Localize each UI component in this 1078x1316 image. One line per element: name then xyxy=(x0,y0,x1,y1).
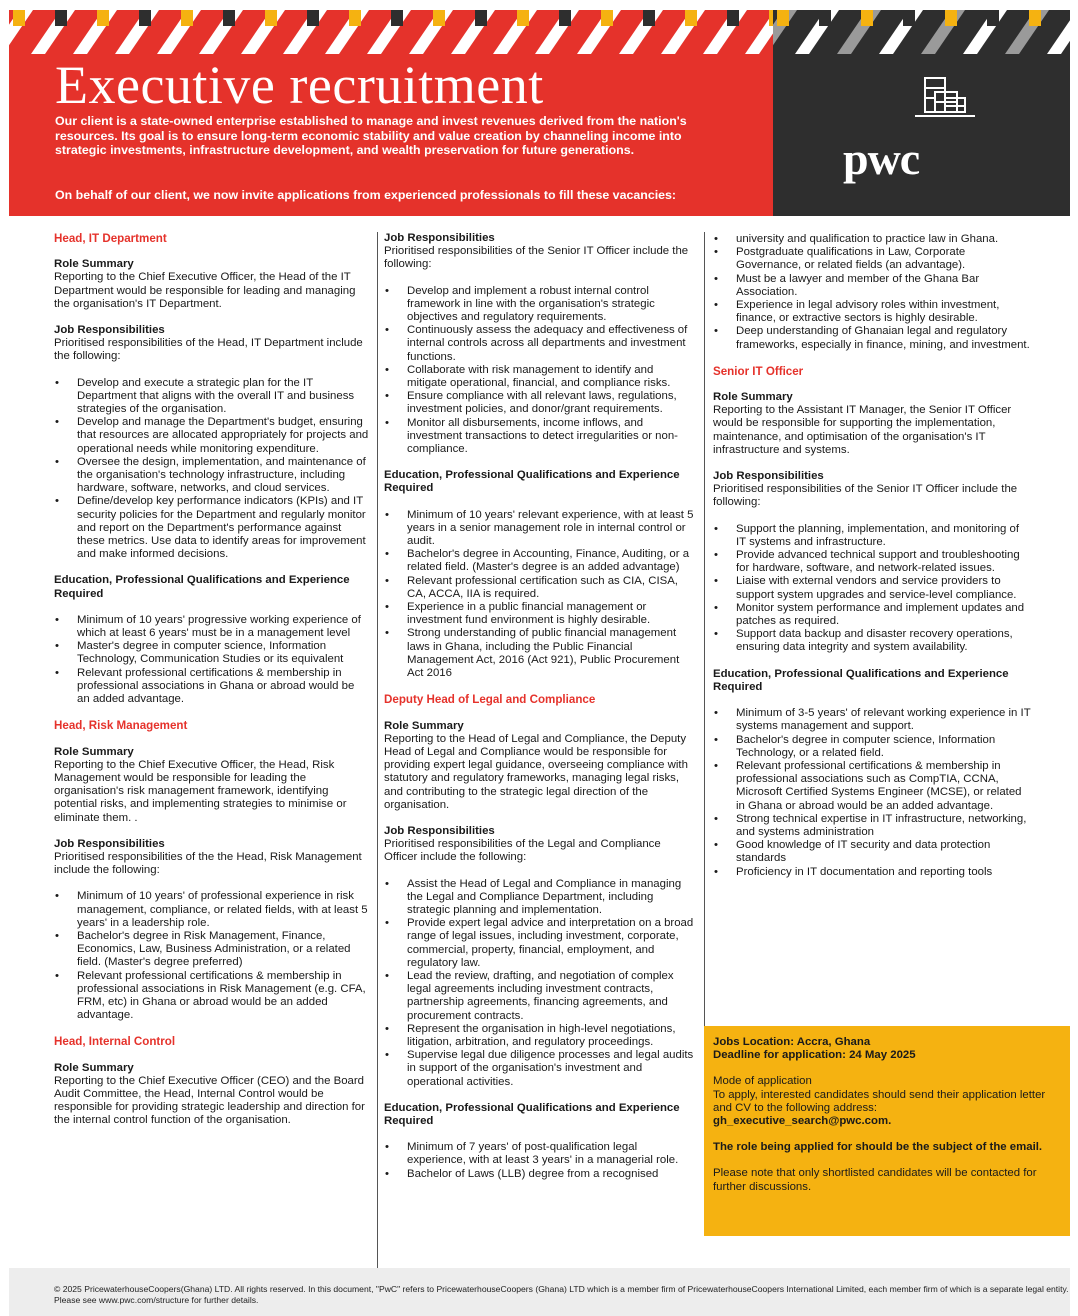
page-title: Executive recruitment xyxy=(55,55,544,115)
hero-stripes xyxy=(9,10,773,54)
shortlist-note: Please note that only shortlisted candidates will be contacted for further discussions. xyxy=(713,1167,1037,1193)
section-title-head-internal-control: Head, Internal Control xyxy=(54,1035,176,1049)
column-3 xyxy=(713,232,1031,892)
list-item: • Bachelor of Laws (LLB) degree from a recognised xyxy=(384,1168,696,1181)
stripe-block xyxy=(601,10,613,26)
list-item-continued xyxy=(713,233,1031,246)
list-item: • Deep understanding of Ghanaian legal and regulatory frameworks, especially in finance, mining, and investment. xyxy=(713,325,1031,351)
responsibilities-list xyxy=(384,878,696,1089)
stripe-block xyxy=(475,10,487,26)
stripe-block xyxy=(55,10,67,26)
section-title-deputy-legal: Deputy Head of Legal and Compliance xyxy=(384,693,596,707)
education-list-continued xyxy=(713,233,1031,352)
stripe-decoration xyxy=(31,10,75,54)
stripe-block xyxy=(517,10,529,26)
stripe-block xyxy=(349,10,361,26)
role-summary-text: Reporting to the Chief Executive Officer, the Head of the IT Department would be responsible for leading and managing the organisation's IT Department. xyxy=(54,271,356,310)
stripe-decoration xyxy=(577,10,621,54)
job-responsibilities-heading: Job Responsibilities xyxy=(713,470,824,483)
logo-panel xyxy=(773,10,1070,216)
stripe-decoration xyxy=(963,10,1007,54)
list-item: • Bachelor's degree in Risk Management, Finance, Economics, Law, Business Administration, or a related field. (Master's degree preferred) xyxy=(54,930,370,970)
list-item: • Experience in legal advisory roles within investment, finance, or extractive sectors is highly desirable. xyxy=(713,299,1031,325)
list-item: • Assist the Head of Legal and Compliance in managing the Legal and Compliance Department, including strategic planning and implementation. xyxy=(384,878,696,918)
list-item: • Minimum of 10 years' progressive working experience of which at least 6 years' must be in a management level xyxy=(54,614,370,640)
stripe-decoration xyxy=(703,10,747,54)
responsibilities-intro: Prioritised responsibilities of the Senior IT Officer include the following: xyxy=(713,483,1018,509)
list-item: • Experience in a public financial management or investment fund environment is highly desirable. xyxy=(384,601,696,627)
stripe-block xyxy=(685,10,697,26)
list-item: • Bachelor's degree in Accounting, Finance, Auditing, or a related field. (Master's degree is an added advantage) xyxy=(384,548,696,574)
stripe-block xyxy=(265,10,277,26)
list-item: • Provide expert legal advice and interpretation on a broad range of legal issues, including investment, corporate, commercial, property, financial, employment, and regulatory law. xyxy=(384,917,696,970)
stripe-block xyxy=(1029,10,1041,26)
stripe-block xyxy=(727,10,739,26)
hero-banner xyxy=(9,10,773,216)
list-item: • Support data backup and disaster recovery operations, ensuring data integrity and system availability. xyxy=(713,628,1031,654)
education-list xyxy=(384,1141,696,1181)
list-item: • Proficiency in IT documentation and reporting tools xyxy=(713,866,1031,879)
application-deadline: Deadline for application: 24 May 2025 xyxy=(713,1049,916,1062)
list-item: • Strong technical expertise in IT infrastructure, networking, and systems administration xyxy=(713,813,1031,839)
list-item: • Minimum of 7 years' of post-qualification legal experience, with at least 3 years' in a managerial role. xyxy=(384,1141,696,1167)
job-responsibilities-heading: Job Responsibilities xyxy=(54,837,165,850)
column-1 xyxy=(54,232,370,1141)
education-list xyxy=(384,509,696,681)
stripe-decoration xyxy=(115,10,159,54)
stripe-block xyxy=(903,10,915,26)
list-item: • Master's degree in computer science, Information Technology, Communication Studies or its equivalent xyxy=(54,640,370,666)
education-heading: Education, Professional Qualifications and Experience Required xyxy=(713,667,1009,693)
pwc-logo xyxy=(843,70,983,184)
responsibilities-list xyxy=(713,523,1031,655)
pwc-building-icon xyxy=(843,70,983,134)
stripe-block xyxy=(777,10,789,26)
stripe-block xyxy=(987,10,999,26)
stripe-decoration xyxy=(745,10,773,54)
column-divider xyxy=(377,232,378,1268)
mode-of-application-heading: Mode of application xyxy=(713,1075,812,1088)
stripe-decoration xyxy=(921,10,965,54)
responsibilities-list xyxy=(54,890,370,1022)
education-heading: Education, Professional Qualifications and Experience Required xyxy=(54,574,350,600)
stripe-decoration xyxy=(451,10,495,54)
list-item: • Bachelor's degree in computer science, Information Technology, or a related field. xyxy=(713,734,1031,760)
list-item: • Liaise with external vendors and service providers to support system upgrades and service-level compliance. xyxy=(713,575,1031,601)
job-responsibilities-heading: Job Responsibilities xyxy=(54,324,165,337)
list-item: • Represent the organisation in high-level negotiations, litigation, arbitration, and regulatory proceedings. xyxy=(384,1023,696,1049)
stripe-block xyxy=(139,10,151,26)
list-item: • Ensure compliance with all relevant laws, regulations, investment policies, and donor/grant requirements. xyxy=(384,390,696,416)
stripe-block xyxy=(181,10,193,26)
copyright-notice: © 2025 PricewaterhouseCoopers(Ghana) LTD. All rights reserved. In this document, "PwC" refers to PricewaterhouseCoopers (Ghana) LTD which is a member firm of PricewaterhouseCoopers International Limited, each member firm of which is a separate legal entity. Please see www.pwc.com/structure for further details. xyxy=(54,1284,1069,1305)
stripe-block xyxy=(945,10,957,26)
list-item: • Oversee the design, implementation, and maintenance of the organisation's technology infrastructure, including hardware, software, networks, and cloud services. xyxy=(54,456,370,496)
role-summary-heading: Role Summary xyxy=(54,258,134,271)
logo-panel-stripes xyxy=(773,10,1070,54)
stripe-decoration xyxy=(325,10,369,54)
role-summary-text: Reporting to the Chief Executive Officer (CEO) and the Board Audit Committee, the Head, Internal Control would be responsible for providing strategic leadership and direction for the internal control function of the organisation. xyxy=(54,1074,365,1127)
stripe-decoration xyxy=(661,10,705,54)
list-item: • Supervise legal due diligence processes and legal audits in support of the organisation's investment and operational activities. xyxy=(384,1049,696,1089)
responsibilities-list xyxy=(54,377,370,562)
role-summary-heading: Role Summary xyxy=(54,1061,134,1074)
list-item: • Must be a lawyer and member of the Ghana Bar Association. xyxy=(713,273,1031,299)
job-responsibilities-heading: Job Responsibilities xyxy=(384,232,495,244)
jobs-location: Jobs Location: Accra, Ghana xyxy=(713,1036,871,1048)
stripe-block xyxy=(861,10,873,26)
stripe-block xyxy=(97,10,109,26)
stripe-block xyxy=(643,10,655,26)
list-item: • Collaborate with risk management to identify and mitigate operational, financial, and compliance risks. xyxy=(384,364,696,390)
list-item: • Good knowledge of IT security and data protection standards xyxy=(713,839,1031,865)
stripe-block xyxy=(307,10,319,26)
list-item: • Relevant professional certifications & membership in professional associations in Ghana or abroad would be an added advantage. xyxy=(54,667,370,707)
stripe-decoration xyxy=(199,10,243,54)
application-info-box xyxy=(704,1026,1070,1236)
responsibilities-intro: Prioritised responsibilities of the the Head, Risk Management include the following: xyxy=(54,850,362,877)
column-2 xyxy=(384,232,696,1194)
list-item: • Relevant professional certifications & membership in professional associations such as CompTIA, CCNA, Microsoft Certified Systems Engineer (MCSE), or related in Ghana or abroad would be an added advantage. xyxy=(713,760,1031,813)
list-item: • Continuously assess the adequacy and effectiveness of internal controls across all departments and investment functions. xyxy=(384,324,696,364)
responsibilities-intro: Prioritised responsibilities of the Head, IT Department include the following: xyxy=(54,337,363,363)
list-item: • Provide advanced technical support and troubleshooting for hardware, software, and network-related issues. xyxy=(713,549,1031,575)
role-summary-heading: Role Summary xyxy=(713,391,793,404)
list-item: • Define/develop key performance indicators (KPIs) and IT security policies for the Department and regularly monitor and report on the Department's performance against these metrics. Use data to identify areas for improvement and make informed decisions. xyxy=(54,495,370,561)
education-heading: Education, Professional Qualifications and Experience Required xyxy=(384,1101,680,1127)
stripe-decoration xyxy=(283,10,327,54)
list-item: • Monitor all disbursements, income inflows, and investment transactions to detect irregularities or non-compliance. xyxy=(384,417,696,457)
stripe-decoration xyxy=(619,10,663,54)
subject-note: The role being applied for should be the subject of the email. xyxy=(713,1141,1043,1154)
list-item: • Minimum of 10 years' of professional experience in risk management, compliance, or related fields, with at least 5 years' in a leadership role. xyxy=(54,890,370,930)
role-summary-heading: Role Summary xyxy=(384,719,464,732)
job-responsibilities-heading: Job Responsibilities xyxy=(384,824,495,837)
list-item: • Relevant professional certification such as CIA, CISA, CA, ACCA, IIA is required. xyxy=(384,575,696,601)
role-summary-heading: Role Summary xyxy=(54,745,134,758)
stripe-decoration xyxy=(535,10,579,54)
list-item: • Minimum of 3-5 years' of relevant working experience in IT systems management and support. xyxy=(713,707,1031,733)
education-heading: Education, Professional Qualifications and Experience Required xyxy=(384,469,680,495)
list-item: • Minimum of 10 years' relevant experience, with at least 5 years in a senior management role in internal control or audit. xyxy=(384,509,696,549)
section-title-head-it: Head, IT Department xyxy=(54,232,167,245)
role-summary-text: Reporting to the Head of Legal and Compliance, the Deputy Head of Legal and Compliance would be responsible for providing expert legal guidance, overseeing compliance with statutory and regulatory frameworks, managing legal risks, and contributing to the strategic legal direction of the organisation. xyxy=(384,732,688,811)
footer-legal-text xyxy=(9,1268,1070,1316)
stripe-block xyxy=(433,10,445,26)
list-item: • Monitor system performance and implement updates and patches as required. xyxy=(713,602,1031,628)
stripe-decoration xyxy=(1005,10,1049,54)
stripe-decoration xyxy=(157,10,201,54)
stripe-block xyxy=(13,10,25,26)
education-list xyxy=(713,707,1031,879)
stripe-decoration xyxy=(837,10,881,54)
stripe-decoration xyxy=(241,10,285,54)
list-item: • Develop and execute a strategic plan for the IT Department that aligns with the overall IT and business strategies of the organisation. xyxy=(54,377,370,417)
responsibilities-intro: Prioritised responsibilities of the Legal and Compliance Officer include the following: xyxy=(384,838,661,864)
stripe-block xyxy=(819,10,831,26)
section-title-senior-it: Senior IT Officer xyxy=(713,364,804,378)
responsibilities-list xyxy=(384,285,696,457)
list-item: • Strong understanding of public financial management laws in Ghana, including the Public Financial Management Act, 2016 (Act 921), Public Procurement Act 2016 xyxy=(384,627,696,680)
role-summary-text: Reporting to the Chief Executive Officer, the Head, Risk Management would be responsible for leading the organisation's risk management framework, identifying potential risks, and implementing strategies to minimise or eliminate them. . xyxy=(54,758,347,824)
application-email[interactable]: gh_executive_search@pwc.com. xyxy=(713,1115,892,1128)
stripe-block xyxy=(559,10,571,26)
role-summary-text: Reporting to the Assistant IT Manager, the Senior IT Officer would be responsible for supporting the implementation, maintenance, and optimisation of the organisation's IT infrastructure and systems. xyxy=(713,404,1012,456)
list-item: • Develop and implement a robust internal control framework in line with the organisation's strategic objectives and regulatory requirements. xyxy=(384,285,696,325)
stripe-decoration xyxy=(1047,10,1070,54)
client-intro: Our client is a state-owned enterprise established to manage and invest revenues derived from the nation's resources. Its goal is to ensure long-term economic stability and value creation by channeling income into strategic investments, infrastructure development, and wealth preservation for future generations. xyxy=(55,114,687,158)
list-item-continued-text: university and qualification to practice law in Ghana. xyxy=(736,233,999,245)
stripe-decoration xyxy=(493,10,537,54)
list-item: • Develop and manage the Department's budget, ensuring that resources are allocated appropriately for projects and operational needs while monitoring expenditure. xyxy=(54,416,370,456)
stripe-decoration xyxy=(367,10,411,54)
list-item: • Relevant professional certifications & membership in professional associations in Risk Management (e.g. CFA, FRM, etc) in Ghana or abroad would be an added advantage. xyxy=(54,970,370,1023)
stripe-decoration xyxy=(879,10,923,54)
list-item: • Postgraduate qualifications in Law, Corporate Governance, or related fields (an advantage). xyxy=(713,246,1031,272)
section-title-head-risk: Head, Risk Management xyxy=(54,719,188,733)
column-divider xyxy=(704,232,705,1028)
responsibilities-intro: Prioritised responsibilities of the Senior IT Officer include the following: xyxy=(384,245,689,271)
mode-of-application-text: To apply, interested candidates should send their application letter and CV to the following address: xyxy=(713,1088,1046,1114)
stripe-decoration xyxy=(73,10,117,54)
list-item: • Support the planning, implementation, and monitoring of IT systems and infrastructure. xyxy=(713,523,1031,549)
invitation-text: On behalf of our client, we now invite applications from experienced professionals to fill these vacancies: xyxy=(55,188,677,202)
stripe-decoration xyxy=(795,10,839,54)
stripe-block xyxy=(391,10,403,26)
list-item: • Lead the review, drafting, and negotiation of complex legal agreements including investment contracts, partnership agreements, financing agreements, and procurement contracts. xyxy=(384,970,696,1023)
stripe-block xyxy=(223,10,235,26)
education-list xyxy=(54,614,370,706)
pwc-wordmark: pwc xyxy=(843,133,920,184)
stripe-decoration xyxy=(409,10,453,54)
